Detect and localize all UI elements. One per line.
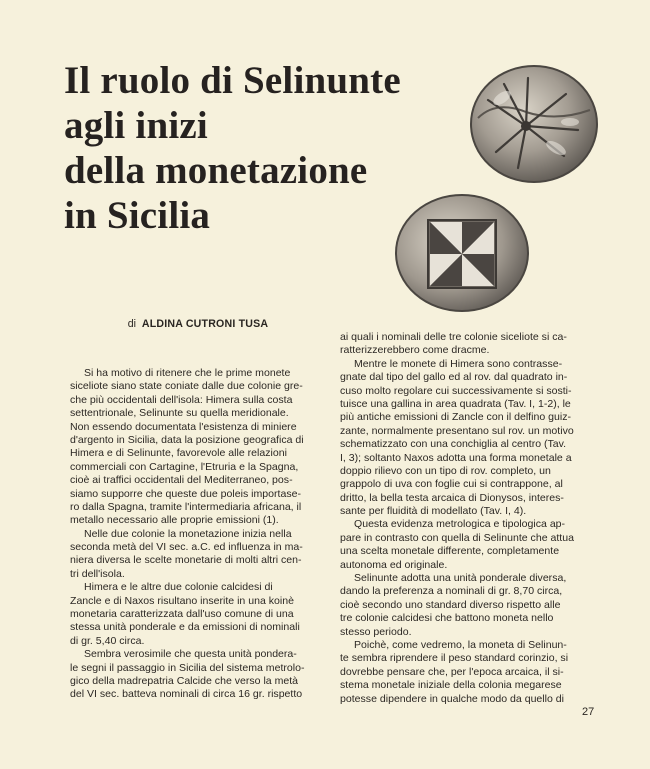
- body-text-line: tri dell'isola.: [70, 567, 125, 580]
- body-text-line: cuso molto regolare cui successivamente si sosti-: [340, 384, 572, 397]
- body-text-line: dando la preferenza a nominali di gr. 8,70 circa,: [340, 585, 563, 598]
- body-text-line: stesso periodo.: [340, 625, 412, 638]
- body-text-line: autonoma ed originale.: [340, 558, 448, 571]
- body-text-line: Mentre le monete di Himera sono contrasse-: [354, 357, 563, 370]
- title-line: agli inizi: [64, 104, 208, 147]
- title-line: in Sicilia: [64, 194, 211, 237]
- body-text-line: ratterizzerebbero come dracme.: [340, 344, 490, 357]
- body-text-line: che più occidentali dell'isola: Himera sulla costa: [70, 393, 293, 406]
- body-text-line: d'argento in Sicilia, data la posizione geografica di: [70, 433, 304, 446]
- body-text-line: Questa evidenza metrologica e tipologica ap-: [354, 518, 566, 531]
- body-text-line: gico della madrepatria Calcide che verso la metà: [70, 674, 299, 687]
- body-text-line: più antiche emissioni di Zancle con il delfino guiz-: [340, 411, 571, 424]
- body-text-line: Non essendo documentata l'esistenza di miniere: [70, 420, 297, 433]
- body-text-line: seconda metà del VI sec. a.C. ed influenza in ma-: [70, 541, 303, 554]
- body-text-line: zante, normalmente presentano sul rov. un motivo: [340, 424, 574, 437]
- body-text-line: Si ha motivo di ritenere che le prime monete: [84, 367, 291, 379]
- author-name: ALDINA CUTRONI TUSA: [141, 318, 269, 330]
- body-text-line: settentrionale, Selinunte su quella meridionale.: [70, 407, 289, 420]
- body-text-line: Himera e le altre due colonie calcidesi di: [84, 581, 273, 594]
- body-text-line: del VI sec. batteva nominali di circa 16 gr. rispetto: [70, 688, 303, 701]
- body-text-line: siceliote siano state coniate dalle due colonie gre-: [70, 380, 303, 393]
- byline-prefix: di: [127, 318, 136, 330]
- title-line: della monetazione: [64, 149, 368, 192]
- body-text-line: te sembra riprendere il peso standard corinzio, si: [340, 652, 569, 665]
- body-text-line: monetaria caratterizzata dall'uso comune di una: [70, 608, 294, 621]
- page-number: 27: [582, 706, 595, 718]
- incuse-square-coin-image: [390, 190, 532, 314]
- body-text-line: dovrebbe pensare che, per l'epoca arcaica, il si-: [340, 665, 564, 678]
- body-text-line: stema monetale iniziale della colonia megarese: [340, 679, 562, 692]
- body-text-line: Himera e di Selinunte, favorevole alle relazioni: [70, 447, 287, 460]
- body-text-line: dritto, la bella testa arcaica di Dionysos, interes-: [340, 491, 564, 504]
- body-text-line: ro dalla Spagna, tramite l'intermediaria africana, il: [70, 500, 302, 513]
- body-text-line: metallo necessario alle proprie emissioni (1).: [70, 514, 279, 527]
- body-text-line: di gr. 5,40 circa.: [70, 634, 145, 647]
- body-text-line: commerciali con Cartagine, l'Etruria e la Spagna,: [70, 460, 299, 473]
- body-text-line: siamo supporre che queste due poleis importase-: [70, 487, 301, 500]
- body-text-line: tre colonie calcidesi che battono moneta nello: [340, 612, 554, 625]
- body-text-line: stessa unità ponderale e da emissioni di nominali: [70, 621, 300, 634]
- body-text-line: le segni il passaggio in Sicilia del sistema metrolo-: [70, 661, 305, 674]
- body-text-line: Poichè, come vedremo, la moneta di Selinun-: [354, 638, 567, 651]
- body-text-line: gnate dal tipo del gallo ed al rov. dal quadrato in-: [340, 371, 568, 384]
- body-text-line: Sembra verosimile che questa unità pondera-: [84, 648, 297, 661]
- body-text-line: schematizzato con una conchiglia al centro (Tav.: [340, 438, 567, 451]
- byline: [64, 318, 332, 331]
- body-text-line: pare in contrasto con quella di Selinunte che attua: [340, 531, 574, 544]
- body-text-line: Selinunte adotta una unità ponderale diversa,: [354, 572, 567, 585]
- body-text-line: I, 3); soltanto Naxos adotta una forma monetale a: [340, 451, 572, 464]
- body-text-line: cioè secondo uno standard diverso rispetto alle: [340, 598, 561, 611]
- body-text-line: niera diversa le scelte monetarie di molti altri cen-: [70, 554, 302, 567]
- body-column-left: [70, 367, 328, 702]
- article-title: [64, 58, 401, 238]
- body-text-line: potesse dipendere in qualche modo da quello di: [340, 692, 564, 705]
- body-text-line: cioè ai traffici occidentali del Mediterraneo, pos-: [70, 474, 293, 487]
- body-text-line: Zancle e di Naxos risultano inserite in una koinè: [70, 594, 294, 607]
- title-line: Il ruolo di Selinunte: [64, 59, 401, 102]
- body-text-line: tuisce una gallina in area quadrata (Tav. I, 1-2), le: [340, 397, 571, 410]
- selinunte-coin-image: [466, 60, 600, 186]
- body-text-line: sante per fluidità di modellato (Tav. I, 4).: [340, 505, 527, 518]
- body-text-line: Nelle due colonie la monetazione inizia nella: [84, 527, 292, 540]
- body-column-right: [340, 331, 598, 706]
- body-text-line: doppio rilievo con un tipo di rov. completo, un: [340, 464, 551, 477]
- body-text-line: grappolo di uva con foglie cui si contrappone, al: [340, 478, 563, 491]
- body-text-line: ai quali i nominali delle tre colonie siceliote si ca-: [340, 331, 567, 343]
- body-text-line: una scelta monetale differente, completamente: [340, 545, 560, 558]
